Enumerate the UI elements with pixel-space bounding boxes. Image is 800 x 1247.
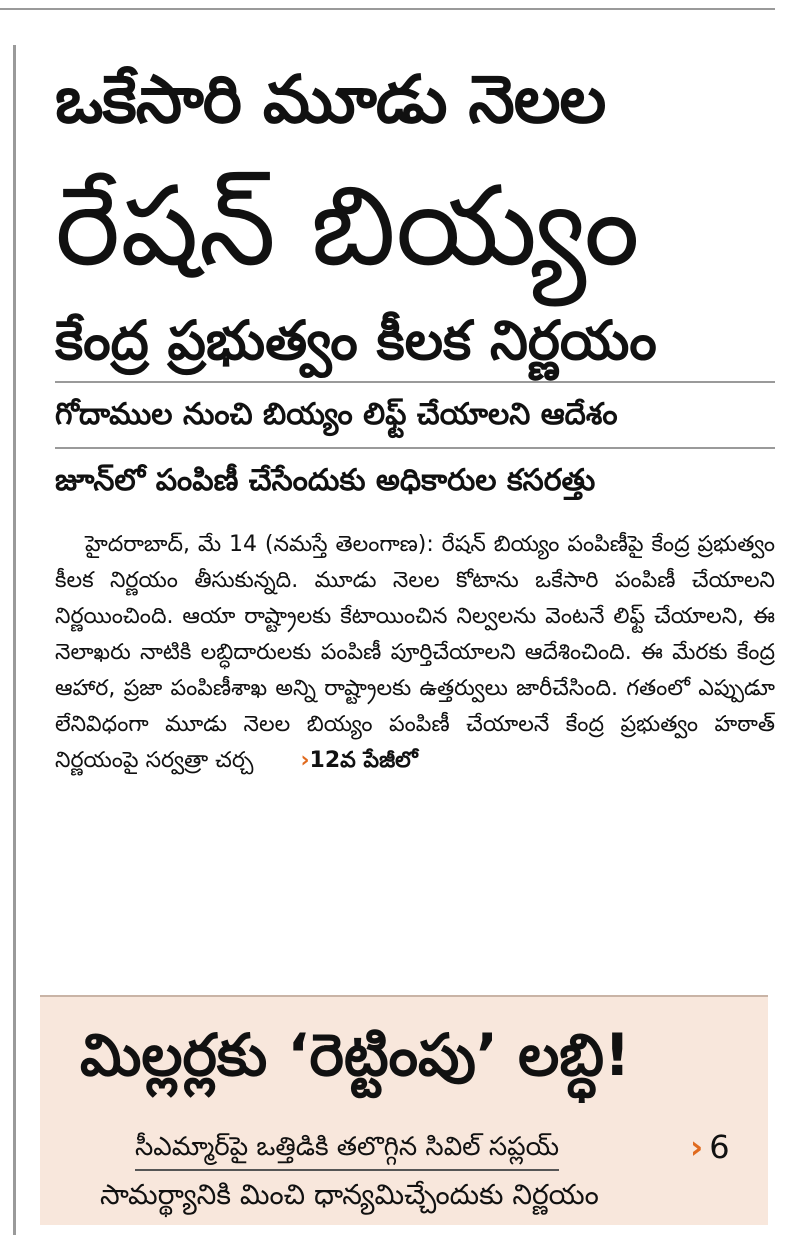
news-article bbox=[55, 45, 775, 779]
article-body bbox=[55, 527, 775, 779]
deck-line-1: గోదాముల నుంచి బియ్యం లిఫ్ట్ చేయాలని ఆదేశం bbox=[55, 381, 775, 447]
teaser-subline-1: సీఎమ్మార్‌పై ఒత్తిడికి తలొగ్గిన సివిల్ సప్లయ్ bbox=[135, 1127, 559, 1171]
continued-page-label: 12వ పేజీలో bbox=[309, 748, 418, 773]
main-headline: రేషన్ బియ్యం bbox=[55, 162, 640, 290]
teaser-page-reference[interactable] bbox=[690, 1127, 730, 1167]
top-rule bbox=[0, 0, 775, 10]
chevron-right-icon: › bbox=[300, 748, 310, 773]
headline-kicker: ఒకేసారి మూడు నెలల bbox=[55, 61, 606, 138]
continued-on-page-link[interactable] bbox=[300, 748, 417, 773]
article-body-text: హైదరాబాద్, మే 14 (నమస్తే తెలంగాణ): రేషన్ బియ్యం పంపిణీపై కేంద్ర ప్రభుత్వం కీలక నిర్ణయం తీసుకున్నది. మూడు నెలల కోటాను ఒకేసారి పంపిణీ చేయాలని నిర్ణయించింది. ఆయా రాష్ట్రాలకు కేటాయించిన నిల్వలను వెంటనే లిఫ్ట్ చేయాలని, ఈ నెలాఖరు నాటికి లబ్ధిదారులకు పంపిణీ పూర్తిచేయాలని ఆదేశించింది. ఈ మేరకు కేంద్ర ఆహార, ప్రజా పంపిణీశాఖ అన్ని రాష్ట్రాలకు ఉత్తర్వులు జారీచేసింది. గతంలో ఎప్పుడూ లేనివిధంగా మూడు నెలల బియ్యం పంపిణీ చేయాలనే కేంద్ర ప్రభుత్వం హఠాత్ నిర్ణయంపై సర్వత్రా చర్చ bbox=[55, 532, 775, 773]
chevron-right-icon: › bbox=[690, 1128, 704, 1166]
subheadline: కేంద్ర ప్రభుత్వం కీలక నిర్ణయం bbox=[55, 309, 657, 372]
column-rule bbox=[13, 45, 16, 1235]
teaser-subline-2: సామర్థ్యానికి మించి ధాన్యమిచ్చేందుకు నిర్ణయం bbox=[100, 1178, 599, 1211]
deck-line-2: జూన్‌లో పంపిణీ చేసేందుకు అధికారుల కసరత్తు bbox=[55, 447, 775, 513]
teaser-page-number: 6 bbox=[709, 1128, 730, 1166]
teaser-headline: మిల్లర్లకు ‘రెట్టింపు’ లబ్ధి! bbox=[80, 1021, 631, 1089]
related-story-teaser[interactable] bbox=[40, 995, 768, 1225]
